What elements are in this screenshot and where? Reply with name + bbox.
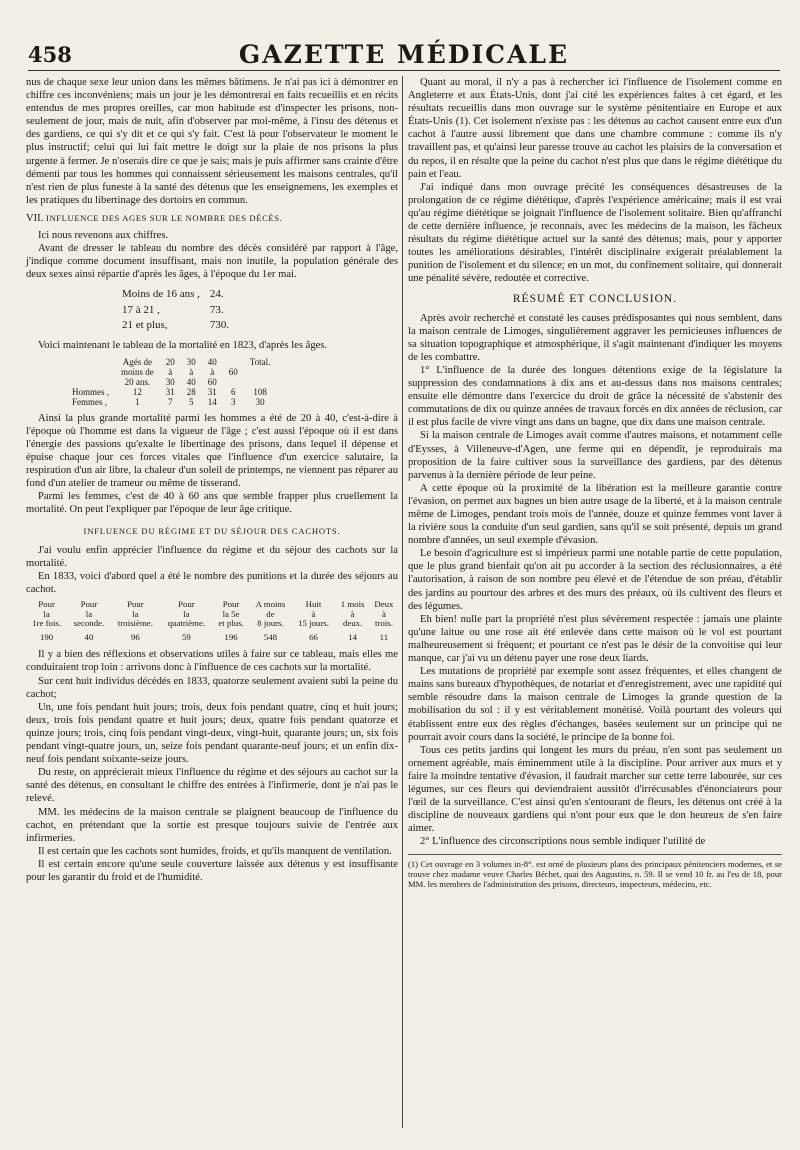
section-title: RÉSUMÉ ET CONCLUSION. [512, 292, 678, 305]
paragraph: Voici maintenant le tableau de la mortalité en 1823, d'après les âges. [38, 339, 328, 351]
table-cell: 108 [253, 386, 267, 397]
header-cell [66, 357, 115, 387]
table-cell: 31 [207, 386, 217, 397]
table-cell: 59 [181, 631, 191, 642]
age-value: 730. [209, 318, 230, 331]
paragraph: Le besoin d'agriculture est si impérieux parmi une notable partie de cette population, que le plus grand bienfait qu'on ait pu accorder à la section des réclusionnaires, a été l'autorisation, à raison de son nombre peu élevé et de l'étendue de son préau, d'établir des jardins au pourtour des arbres et des murs des préaux, où ils cultivent des fleurs et des légumes. [408, 548, 782, 612]
section-heading [26, 212, 398, 225]
journal-title: GAZETTE MÉDICALE [238, 40, 570, 69]
header-cell: A moins de 8 jours. [255, 599, 286, 629]
table-cell: 12 [132, 386, 142, 397]
paragraph: MM. les médecins de la maison centrale se plaignent beaucoup de l'influence du cachot, en prétendant que la sortie est presque toujours suivie de l'entrée aux infirmeries. [26, 806, 398, 844]
footnote: (1) Cet ouvrage en 3 volumes in-8°. est orné de plusieurs plans des principaux pénitenciers modernes, et se trouve chez madame veuve Charles Béchet, quai des Augustins, n. 59. Il se vend 10 fr. au l'eu de 18, pour MM. les membres de l'administration des prisons, directeurs, inspecteurs, médecins, etc. [408, 854, 782, 889]
paragraph: 2° L'influence des circonscriptions nous semble indiquer l'utilité de [420, 836, 706, 848]
section-number: VII. [26, 212, 44, 224]
paragraph: J'ai voulu enfin apprécier l'influence du régime et du séjour des cachots sur la mortalité. [26, 544, 398, 569]
header-cell: Deux à trois. [374, 599, 394, 629]
paragraph: Ainsi la plus grande mortalité parmi les hommes a été de 20 à 40, c'est-à-dire à l'époque où l'homme est dans la vigueur de l'âge ; c'est aussi l'époque où il est dans l'énergie des passions qu'exalte le libertinage des prisons, dans lequel il dépense et épuise chaque jour ces forces vitales que l'influence d'un exercice salutaire, la respiration d'un air libre, la chaleur d'un soleil de printemps, ne viennent pas réparer au fond d'un atelier de trameur ou même de tisserand. [26, 412, 398, 490]
age-row [118, 319, 233, 332]
table-cell: 30 [255, 396, 265, 407]
row-label: Femmes , [72, 396, 107, 407]
age-label: 21 et plus, [122, 318, 168, 331]
table-cell: 96 [130, 631, 140, 642]
age-value: 24. [209, 288, 224, 301]
right-column [408, 76, 782, 889]
header-cell: Pour la 1re fois. [32, 599, 62, 629]
header-cell: Agés de moins de 20 ans. [121, 356, 154, 387]
mortality-table [66, 357, 276, 407]
table-cell: 14 [348, 631, 357, 642]
page-header [28, 38, 780, 71]
table-cell: 14 [207, 396, 217, 407]
paragraph: Il est certain encore qu'une seule couverture laissée aux détenus y est insuffisante pour les garantir du froid et de l'humidité. [26, 858, 398, 883]
paragraph: Eh bien! nulle part la propriété n'est plus sévèrement respectée : jamais une plainte qu'une laitue ou une rose ait été enlevée dans cette maison où le vol est pourtant malheureusement si fréquent; et pourtant ce n'est pas le désir de la convoitise qui leur manque, car j'ai vu un détenu payer une rose deux liards. [408, 613, 782, 665]
table-cell: 548 [263, 631, 278, 642]
header-cell: 30 à 40 [186, 356, 196, 387]
age-label: Moins de 16 ans , [122, 288, 200, 301]
age-row [118, 304, 233, 317]
paragraph: Sur cent huit individus décédés en 1833, quatorze seulement avaient subi la peine du cachot; [26, 675, 398, 700]
paragraph: nus de chaque sexe leur union dans les mêmes bâtimens. Je n'ai pas ici à démontrer en chiffre ces inconvéniens; mais un jour je les démontrerai en faits recueillis et en récits entendus de mes propres oreilles, car mon habitude est d'inspecter les prisons, non-seulement de jour, mais de nuit, afin d'observer par moi-même, à l'insu des détenus et des gardiens, ce qui s'y dit et ce qui s'y fait. C'est là pour l'observateur le moment le plus instructif; celui qui lui fait mettre le doigt sur la plaie de nos prisons la plus urgente à fermer. Je n'oserais dire ce que je sais; mais je puis affirmer sans crainte d'être démenti par tous les hommes qui connaissent sérieusement les maisons centrales, qu'il n'est rien de plus funeste à la santé des détenus que les enseignemens, les exemples et les pratiques du libertinage des dortoirs en commun. [26, 77, 399, 206]
table-row [66, 387, 276, 397]
header-cell: 60 [228, 366, 238, 377]
column-divider [402, 76, 403, 1128]
age-row [118, 288, 233, 301]
header-cell: Pour la 5e et plus. [218, 599, 244, 629]
cachot-table [26, 600, 398, 642]
header-cell: Pour la seconde. [73, 599, 105, 629]
paragraph: Avant de dresser le tableau du nombre des décès considéré par rapport à l'âge, j'indique comme document insuffisant, mais non inutile, la population générale des deux sexes ainsi répartie d'après les âges, à l'époque du 1er mai. [26, 243, 398, 281]
table-cell: 5 [189, 396, 194, 407]
paragraph: Si la maison centrale de Limoges avait comme d'autres maisons, et notamment celle d'Eysses, à Villeneuve-d'Agen, une ferme qui en dépendît, je reproduirais ma proposition de la faire cultiver sous la surveillance des gardiens, par des détenus parvenus à la dernière période de leur peine. [408, 430, 782, 481]
header-cell: Pour la quatrième. [167, 599, 206, 629]
paragraph: Parmi les femmes, c'est de 40 à 60 ans que semble frapper plus cruellement la mortalité. On peut l'expliquer par l'époque de leur âge critique. [26, 491, 398, 516]
paragraph: A cette époque où la proximité de la libération est la meilleure garantie contre l'évasion, on permet aux bagnes un bien autre usage de la liberté, et à la maison centrale même de Limoges, pendant trois mois de l'année, douze et quinze femmes vont laver à la rivière sous la conduite d'un seul gardien, sans qu'il se soit présenté, depuis un grand nombre d'années, un seul exemple d'évasion. [408, 482, 782, 547]
table-cell: 3 [231, 396, 236, 407]
table-cell: 31 [165, 386, 175, 397]
section-title: INFLUENCE DES AGES SUR LE NOMBRE DES DÉCÈS. [46, 212, 283, 223]
paragraph: Ici nous revenons aux chiffres. [38, 230, 169, 242]
header-cell: 40 à 60 [207, 356, 217, 387]
table-cell: 196 [224, 631, 238, 642]
paragraph: En 1833, voici d'abord quel a été le nombre des punitions et la durée des séjours au cachot. [26, 570, 398, 595]
paragraph: Quant au moral, il n'y a pas à rechercher ici l'influence de l'isolement comme en Angleterre et aux États-Unis, dont j'ai cité les expériences faites à cet égard, et les résultats recueillis dans mon ouvrage sur le système pénitentiaire en Europe et aux États-Unis (1). Cet isolement n'existe pas : les détenus au cachot causent entre eux d'un cachot à l'autre aussi librement que dans une chambre commune : comme ils n'y travaillent pas, et qu'ainsi leur paresse trouve au cachot les plaisirs de la conversation et du repos, il en résulte que la peine du cachot n'est plus que dans le régime diététique du pain et l'eau. [408, 77, 782, 180]
page-number: 458 [28, 42, 72, 67]
header-cell: Huit à 15 jours. [298, 599, 329, 629]
left-column [26, 76, 398, 884]
header-cell: 1 mois à deux. [340, 599, 365, 629]
table-cell: 1 [135, 396, 140, 407]
paragraph: Du reste, on apprécierait mieux l'influence du régime et des séjours au cachot sur la santé des détenus, en consultant le chiffre des entrées à l'infirmerie, dont je n'ai pas le relevé. [26, 767, 398, 805]
table-cell: 66 [309, 631, 318, 642]
age-value: 73. [209, 303, 224, 316]
paragraph: Les mutations de propriété par exemple sont assez fréquentes, et elles changent de mains sans bureaux d'hypothèques, de notariat et d'enregistrement, avec une rapidité qui semble résoudre dans la maison centrale de Limoges la grande question de la mobilisation du sol : il y est véritablement monétisé. Voilà pourtant des voleurs qui établissent entre eux des règles d'échanges, basées seulement sur un principe qui ne pourrait avoir cours dans la société, le principe de la bonne foi. [408, 666, 782, 743]
table-cell: 6 [231, 386, 236, 397]
header-cell: 20 à 30 [165, 356, 175, 387]
table-cell: 7 [168, 396, 173, 407]
table-cell: 28 [186, 386, 196, 397]
row-label: Hommes , [72, 386, 109, 397]
table-cell: 11 [379, 631, 389, 642]
header-cell: Pour la troisième. [117, 599, 153, 629]
paragraph: Il est certain que les cachots sont humides, froids, et qu'ils manquent de ventilation. [38, 845, 392, 857]
paragraph: 1° L'influence de la durée des longues détentions exige de la législature la suppression des condamnations à dix ans et au-dessus dans nos maisons centrales; ensuite elle démontre dans l'exercice du droit de grâce la nécessité de s'abstenir des commutations de dix ou quinze années de travaux forcés en dix années de réclusion, car il est plus facile de vivre vingt ans dans un bagne, que dix dans une maison centrale. [408, 364, 782, 429]
table-cell: 40 [84, 631, 94, 642]
paragraph: Il y a bien des réflexions et observations utiles à faire sur ce tableau, mais elles me conduiraient trop loin : arrivons donc à l'influence de ces cachots sur la mortalité. [26, 649, 398, 674]
age-population-list [116, 286, 398, 333]
age-label: 17 à 21 , [122, 303, 160, 316]
paragraph: Un, une fois pendant huit jours; trois, deux fois pendant quatre, cinq et huit jours; deux, trois fois pendant quatre et huit jours; deux, quatre fois pendant quatorze et quinze jours; trois, cinq fois pendant vingt-deux, vingt-huit, quarante jours; un, six fois pendant vingt-quatre jours, un, seize fois pendant quarante-neuf jours; et un enfin dix-neuf fois pendant soixante-seize jours. [26, 701, 398, 766]
header-cell: Total. [249, 356, 271, 367]
paragraph: Après avoir recherché et constaté les causes prédisposantes qui nous semblent, dans la maison centrale de Limoges, singulièrement aggraver les pernicieuses influences de sa situation topographique et atmosphérique, il s'agit maintenant d'indiquer les moyens de les combattre. [408, 312, 782, 363]
paragraph: J'ai indiqué dans mon ouvrage précité les conséquences désastreuses de la prolongation de ce régime diététique, d'après l'expérience américaine; mais il est vrai qu'au régime diététique se joignait l'influence de l'isolement solitaire. Bien qu'affranchi de cette dernière influence, je reconnais, avec les médecins de la maison, les fâcheux résultats du régime diététique actuel sur la santé des détenus; mais, pour y apporter toutes les améliorations désirables, l'intérêt disciplinaire exigerait préalablement la punition de l'isolement et du silence; en un mot, du confinement solitaire, qui donnerait une pénalité sévère, redoutée et corrective. [408, 181, 782, 285]
subsection-title: INFLUENCE DU RÉGIME ET DU SÉJOUR DES CACHOTS. [83, 525, 341, 536]
paragraph: Tous ces petits jardins qui longent les murs du préau, n'en sont pas seulement un ornement agréable, mais éminemment utile à la discipline. Pour arriver aux murs et y faire la moindre tentative d'évasion, il faudrait marcher sur cette terre labourée, sur ces légumes, sur ces fleurs qui deviendraient aussitôt d'irrécusables d'énonciateurs pour l'œil de la surveillance. C'est ainsi qu'en s'entourant de fleurs, les détenus ont créé à la discipline de nouveaux gardiens qui n'ont pour eux que le don heureux de s'en faire aimer. [408, 744, 782, 835]
table-cell: 190 [40, 631, 54, 642]
table-row [66, 397, 276, 407]
